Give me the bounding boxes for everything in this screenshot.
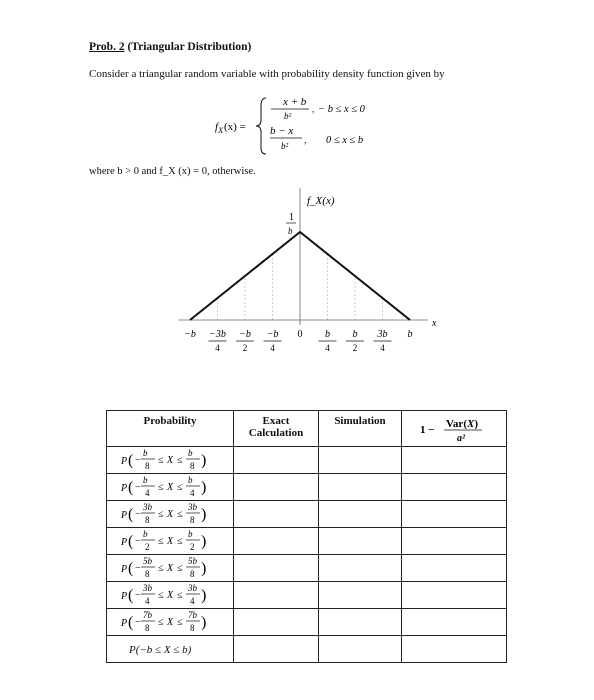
svg-text:): ) bbox=[201, 479, 207, 496]
svg-text:≤: ≤ bbox=[158, 455, 164, 466]
svg-text:X: X bbox=[167, 590, 174, 601]
simulation-cell bbox=[319, 609, 402, 636]
var-cell bbox=[402, 528, 507, 555]
svg-text:8: 8 bbox=[145, 623, 150, 633]
svg-text:4: 4 bbox=[145, 596, 150, 606]
svg-text:≤: ≤ bbox=[177, 590, 183, 601]
exact-cell bbox=[234, 501, 319, 528]
x-tick-label: 0 bbox=[297, 329, 303, 340]
intro-text: Consider a triangular random variable with probability density function given by bbox=[89, 68, 445, 80]
svg-text:≤: ≤ bbox=[177, 536, 183, 547]
x-tick-label: −b bbox=[266, 329, 279, 340]
svg-text:b: b bbox=[188, 529, 193, 539]
exact-cell bbox=[234, 528, 319, 555]
svg-text:≤: ≤ bbox=[177, 617, 183, 628]
svg-text:5b: 5b bbox=[188, 556, 197, 566]
case2-condition: 0 ≤ x ≤ b bbox=[326, 135, 364, 146]
x-tick-denominator: 2 bbox=[352, 343, 358, 353]
table-row bbox=[107, 609, 507, 636]
probability-expression bbox=[107, 447, 234, 474]
x-tick-label: −b bbox=[184, 329, 196, 340]
last-row-exact bbox=[234, 636, 319, 663]
header-exact-calculation: Exact Calculation bbox=[234, 411, 319, 447]
svg-text:≤: ≤ bbox=[158, 563, 164, 574]
svg-text:b: b bbox=[143, 529, 148, 539]
svg-text:8: 8 bbox=[190, 515, 195, 525]
svg-text:a²: a² bbox=[457, 433, 465, 443]
header-probability: Probability bbox=[107, 411, 234, 447]
svg-text:b: b bbox=[143, 475, 148, 485]
svg-text:−: − bbox=[135, 536, 141, 547]
svg-text:,: , bbox=[312, 104, 315, 114]
svg-text:(: ( bbox=[128, 452, 134, 469]
case1-denominator: b² bbox=[284, 111, 292, 121]
case1-numerator: x + b bbox=[283, 96, 307, 108]
probability-expression bbox=[107, 501, 234, 528]
svg-text:X: X bbox=[167, 455, 174, 466]
x-tick-label: −3b bbox=[209, 329, 226, 340]
x-tick-label: b bbox=[407, 329, 413, 340]
simulation-cell bbox=[319, 528, 402, 555]
probability-expression bbox=[107, 582, 234, 609]
svg-text:b: b bbox=[188, 448, 193, 458]
exact-cell bbox=[234, 447, 319, 474]
svg-text:≤: ≤ bbox=[177, 455, 183, 466]
svg-text:Var(X): Var(X) bbox=[446, 418, 478, 430]
svg-text:(: ( bbox=[128, 506, 134, 523]
svg-text:X: X bbox=[167, 536, 174, 547]
svg-text:≤: ≤ bbox=[158, 482, 164, 493]
pdf-lhs: $f_X(x)$ = bbox=[215, 121, 246, 135]
svg-text:8: 8 bbox=[190, 623, 195, 633]
svg-text:(: ( bbox=[128, 587, 134, 604]
triangular-pdf-graph bbox=[0, 180, 594, 380]
probability-table bbox=[106, 410, 507, 663]
svg-text:P: P bbox=[121, 537, 128, 548]
svg-text:X: X bbox=[167, 509, 174, 520]
probability-expression bbox=[107, 609, 234, 636]
peak-label-den: b bbox=[288, 226, 293, 236]
case1-condition: − b ≤ x ≤ 0 bbox=[318, 104, 365, 115]
last-row-probability: P(−b ≤ X ≤ b) bbox=[107, 636, 234, 663]
table-row bbox=[107, 582, 507, 609]
simulation-cell bbox=[319, 555, 402, 582]
svg-text:P: P bbox=[121, 456, 128, 467]
svg-text:−: − bbox=[135, 482, 141, 493]
var-cell bbox=[402, 474, 507, 501]
svg-text:,: , bbox=[304, 135, 307, 145]
svg-text:≤: ≤ bbox=[158, 536, 164, 547]
x-tick-label: b bbox=[325, 329, 330, 340]
probability-expression bbox=[107, 474, 234, 501]
svg-text:): ) bbox=[201, 452, 207, 469]
svg-text:≤: ≤ bbox=[158, 590, 164, 601]
svg-text:b: b bbox=[188, 475, 193, 485]
x-tick-label: 3b bbox=[377, 329, 388, 340]
case2-numerator: b − x bbox=[270, 125, 294, 137]
svg-text:3b: 3b bbox=[188, 583, 197, 593]
x-tick-denominator: 4 bbox=[215, 343, 220, 353]
svg-text:): ) bbox=[201, 560, 207, 577]
svg-text:2: 2 bbox=[145, 542, 150, 552]
svg-text:(: ( bbox=[128, 533, 134, 550]
x-tick-denominator: 2 bbox=[242, 343, 248, 353]
svg-text:5b: 5b bbox=[143, 556, 152, 566]
svg-text:3b: 3b bbox=[188, 502, 197, 512]
exact-cell bbox=[234, 555, 319, 582]
svg-text:−: − bbox=[135, 509, 141, 520]
svg-text:X: X bbox=[167, 482, 174, 493]
svg-text:2: 2 bbox=[190, 542, 195, 552]
probability-expression bbox=[107, 555, 234, 582]
table-row bbox=[107, 447, 507, 474]
svg-text:−: − bbox=[135, 590, 141, 601]
where-text: where b > 0 and f_X (x) = 0, otherwise. bbox=[89, 166, 256, 177]
table-row bbox=[107, 474, 507, 501]
svg-text:−: − bbox=[135, 455, 141, 466]
last-row-var bbox=[402, 636, 507, 663]
svg-text:(: ( bbox=[128, 560, 134, 577]
svg-text:(: ( bbox=[128, 479, 134, 496]
table-row bbox=[107, 501, 507, 528]
svg-text:3b: 3b bbox=[143, 502, 152, 512]
svg-text:4: 4 bbox=[190, 596, 195, 606]
problem-number: Prob. 2 bbox=[89, 41, 125, 53]
svg-text:≤: ≤ bbox=[177, 563, 183, 574]
var-cell bbox=[402, 609, 507, 636]
table-row bbox=[107, 528, 507, 555]
svg-text:X: X bbox=[167, 617, 174, 628]
svg-text:): ) bbox=[201, 614, 207, 631]
exact-cell bbox=[234, 609, 319, 636]
svg-text:8: 8 bbox=[190, 461, 195, 471]
svg-text:P: P bbox=[121, 591, 128, 602]
var-cell bbox=[402, 555, 507, 582]
x-tick-label: −b bbox=[239, 329, 251, 340]
svg-text:−: − bbox=[135, 617, 141, 628]
svg-text:≤: ≤ bbox=[177, 509, 183, 520]
peak-label-num: 1 bbox=[289, 212, 294, 223]
simulation-cell bbox=[319, 582, 402, 609]
simulation-cell bbox=[319, 447, 402, 474]
exact-cell bbox=[234, 474, 319, 501]
header-one-minus-var bbox=[402, 411, 507, 447]
simulation-cell bbox=[319, 501, 402, 528]
svg-text:(: ( bbox=[128, 614, 134, 631]
svg-text:): ) bbox=[201, 533, 207, 550]
problem-subtitle: (Triangular Distribution) bbox=[127, 41, 252, 53]
last-row-simulation bbox=[319, 636, 402, 663]
svg-text:7b: 7b bbox=[143, 610, 152, 620]
var-cell bbox=[402, 582, 507, 609]
svg-text:1 −: 1 − bbox=[420, 424, 435, 436]
svg-text:8: 8 bbox=[190, 569, 195, 579]
svg-text:b: b bbox=[143, 448, 148, 458]
var-cell bbox=[402, 447, 507, 474]
svg-text:≤: ≤ bbox=[177, 482, 183, 493]
x-tick-denominator: 4 bbox=[270, 343, 275, 353]
x-axis-label: x bbox=[432, 318, 437, 329]
svg-text:P: P bbox=[121, 618, 128, 629]
x-tick-denominator: 4 bbox=[380, 343, 385, 353]
header-simulation: Simulation bbox=[319, 411, 402, 447]
svg-text:3b: 3b bbox=[143, 583, 152, 593]
probability-expression bbox=[107, 528, 234, 555]
svg-text:P: P bbox=[121, 510, 128, 521]
simulation-cell bbox=[319, 474, 402, 501]
svg-text:4: 4 bbox=[145, 488, 150, 498]
svg-text:4: 4 bbox=[190, 488, 195, 498]
pdf-equation bbox=[0, 88, 594, 158]
x-tick-denominator: 4 bbox=[325, 343, 330, 353]
x-tick-label: b bbox=[352, 329, 358, 340]
svg-text:8: 8 bbox=[145, 569, 150, 579]
var-cell bbox=[402, 501, 507, 528]
svg-text:−: − bbox=[135, 563, 141, 574]
svg-text:): ) bbox=[201, 506, 207, 523]
svg-text:P: P bbox=[121, 564, 128, 575]
y-axis-label: f_X(x) bbox=[307, 195, 335, 207]
svg-text:): ) bbox=[201, 587, 207, 604]
svg-text:7b: 7b bbox=[188, 610, 197, 620]
problem-title bbox=[89, 41, 251, 53]
svg-text:≤: ≤ bbox=[158, 509, 164, 520]
svg-text:≤: ≤ bbox=[158, 617, 164, 628]
svg-text:P: P bbox=[121, 483, 128, 494]
svg-text:8: 8 bbox=[145, 515, 150, 525]
svg-text:8: 8 bbox=[145, 461, 150, 471]
svg-text:X: X bbox=[167, 563, 174, 574]
table-row bbox=[107, 555, 507, 582]
exact-cell bbox=[234, 582, 319, 609]
case2-denominator: b² bbox=[281, 141, 289, 151]
brace bbox=[256, 98, 266, 154]
